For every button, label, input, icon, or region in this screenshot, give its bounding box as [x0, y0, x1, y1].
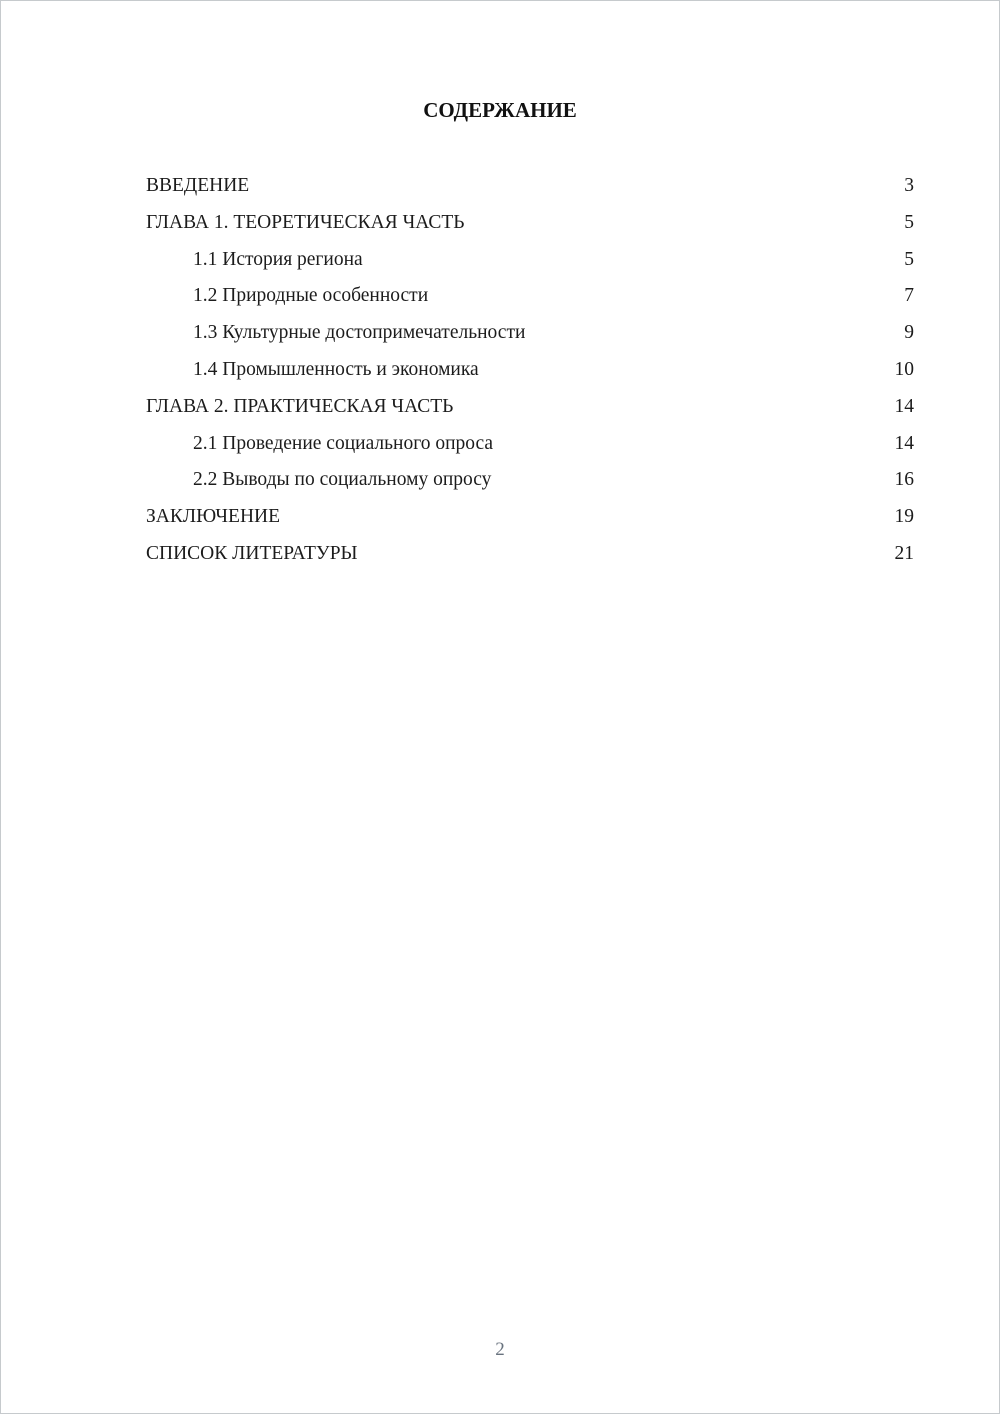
toc-entry-label: 2.2 Выводы по социальному опросу [193, 469, 492, 491]
toc-entry-page: 9 [904, 322, 914, 344]
toc-entry-label: СПИСОК ЛИТЕРАТУРЫ [146, 542, 358, 564]
toc-entry-label: 1.2 Природные особенности [193, 285, 429, 307]
toc-entry-page: 10 [894, 358, 914, 380]
toc-entry-label: 1.1 История региона [193, 248, 363, 270]
toc-entry [146, 389, 914, 426]
toc-entry-label: ГЛАВА 1. ТЕОРЕТИЧЕСКАЯ ЧАСТЬ [146, 211, 465, 233]
toc-entry [146, 426, 914, 463]
toc-entry-page: 14 [894, 395, 914, 417]
toc-title: СОДЕРЖАНИЕ [423, 98, 577, 122]
toc-entry-label: 1.3 Культурные достопримечательности [193, 322, 526, 344]
toc-entry-page: 5 [904, 248, 914, 270]
toc-entry [146, 205, 914, 242]
toc-entry-page: 7 [904, 285, 914, 307]
toc-entry-page: 21 [894, 542, 914, 564]
toc-entry [146, 499, 914, 536]
toc-entry-page: 14 [894, 432, 914, 454]
toc-entry [146, 278, 914, 315]
toc-entry-label: ВВЕДЕНИЕ [146, 175, 250, 196]
toc-entry-page: 19 [894, 506, 914, 528]
toc-entry-label: 2.1 Проведение социального опроса [193, 432, 494, 454]
toc-entry-label: ГЛАВА 2. ПРАКТИЧЕСКАЯ ЧАСТЬ [146, 395, 454, 417]
toc-entry-page: 16 [894, 469, 914, 491]
toc-entry [146, 352, 914, 389]
page-number: 2 [495, 1339, 505, 1360]
toc-list [1, 168, 999, 573]
toc-entry [146, 315, 914, 352]
toc-entry-label: ЗАКЛЮЧЕНИЕ [146, 506, 281, 528]
toc-entry-page: 5 [904, 211, 914, 233]
toc-entry [146, 242, 914, 279]
toc-entry [146, 168, 914, 205]
toc-entry [146, 536, 914, 573]
toc-entry-label: 1.4 Промышленность и экономика [193, 358, 479, 380]
toc-entry-page: 3 [904, 175, 914, 196]
toc-entry [146, 462, 914, 499]
